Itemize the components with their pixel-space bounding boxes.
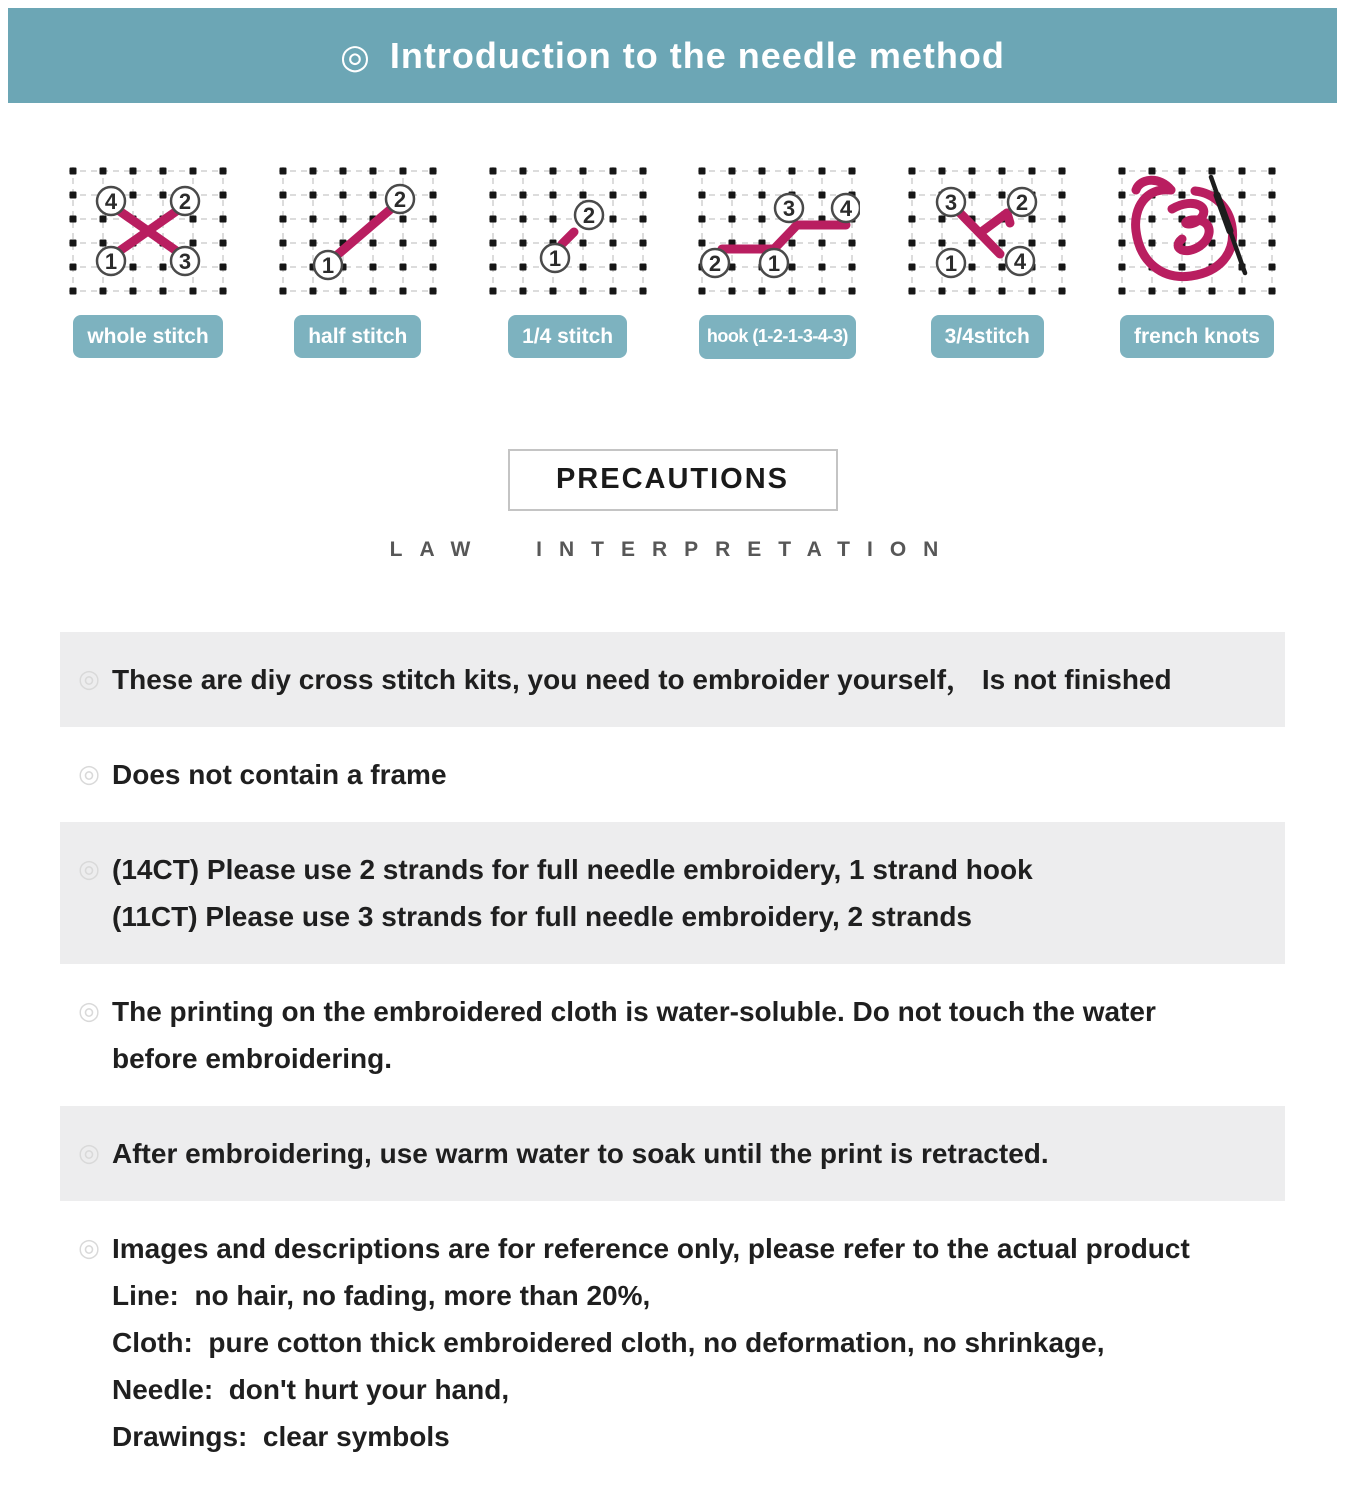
note-text	[112, 656, 1285, 703]
svg-text:3: 3	[178, 249, 192, 274]
quarter-stitch-label: 1/4 stitch	[508, 315, 627, 358]
svg-text:2: 2	[178, 189, 192, 214]
note-bullet-icon: ◎	[78, 996, 100, 1025]
double-circle-icon: ◎	[340, 37, 370, 76]
note-row	[60, 1201, 1285, 1484]
note-line: (14CT) Please use 2 strands for full needle embroidery, 1 strand hook	[112, 853, 1033, 885]
header-banner	[8, 8, 1337, 103]
note-row	[60, 964, 1285, 1106]
whole-stitch-label: whole stitch	[73, 315, 222, 358]
svg-text:1: 1	[104, 249, 118, 274]
precautions-title: PRECAUTIONS	[555, 463, 790, 496]
note-row	[60, 632, 1285, 727]
french-knots-label: french knots	[1120, 315, 1274, 358]
note-line: The printing on the embroidered cloth is water-soluble. Do not touch the water	[112, 995, 1156, 1027]
svg-text:2: 2	[393, 187, 406, 212]
svg-text:2: 2	[709, 251, 722, 276]
note-bullet-icon: ◎	[78, 854, 100, 883]
svg-text:1: 1	[945, 251, 958, 276]
hook-stitch-diagram	[694, 163, 860, 299]
half-stitch-label: half stitch	[294, 315, 421, 358]
svg-text:2: 2	[1016, 190, 1029, 215]
note-line: Needle: don't hurt your hand,	[112, 1373, 510, 1405]
note-bullet-icon: ◎	[78, 759, 100, 788]
svg-text:1: 1	[321, 253, 334, 278]
note-line: Cloth: pure cotton thick embroidered cloth, no deformation, no shrinkage,	[112, 1326, 1105, 1358]
stitch-diagram-row	[62, 163, 1283, 359]
three-quarter-stitch-label: 3/4stitch	[931, 315, 1044, 358]
svg-text:4: 4	[104, 189, 118, 214]
svg-text:3: 3	[945, 190, 958, 215]
quarter-stitch-diagram	[485, 163, 651, 299]
note-row	[60, 1106, 1285, 1201]
note-row	[60, 822, 1285, 964]
half-stitch-diagram	[275, 163, 441, 299]
precautions-subtitle: LAW INTERPRETATION	[389, 537, 956, 561]
three-quarter-stitch-diagram	[904, 163, 1070, 299]
note-line: Line: no hair, no fading, more than 20%,	[112, 1279, 651, 1311]
note-text	[112, 988, 1285, 1082]
three-quarter-stitch-card	[901, 163, 1073, 359]
svg-text:2: 2	[582, 203, 595, 228]
needle-method-infographic	[0, 8, 1345, 1508]
note-text	[112, 1130, 1285, 1177]
svg-text:3: 3	[783, 196, 796, 221]
note-line: Does not contain a frame	[112, 758, 447, 790]
note-line: After embroidering, use warm water to soak until the print is retracted.	[112, 1137, 1049, 1169]
note-text	[112, 846, 1285, 940]
precautions-box	[508, 449, 838, 511]
page-title: Introduction to the needle method	[389, 34, 1005, 76]
svg-text:1: 1	[548, 246, 561, 271]
note-text	[112, 751, 1285, 798]
note-bullet-icon: ◎	[78, 664, 100, 693]
note-text	[112, 1225, 1285, 1460]
note-bullet-icon: ◎	[78, 1233, 100, 1262]
svg-text:1: 1	[768, 251, 781, 276]
french-knots-diagram	[1114, 163, 1280, 299]
hook-stitch-card	[691, 163, 863, 359]
french-knots-card	[1111, 163, 1283, 359]
note-line: (11CT) Please use 3 strands for full needle embroidery, 2 strands	[112, 900, 973, 932]
quarter-stitch-card	[482, 163, 654, 359]
note-line: Drawings: clear symbols	[112, 1420, 450, 1452]
note-line: These are diy cross stitch kits, you need to embroider yourself， Is not finished	[112, 663, 1172, 695]
note-line: Images and descriptions are for reference only, please refer to the actual product	[112, 1232, 1190, 1264]
whole-stitch-card	[62, 163, 234, 359]
hook-stitch-label: hook (1-2-1-3-4-3)	[699, 315, 856, 359]
svg-text:4: 4	[1014, 249, 1027, 274]
note-line: before embroidering.	[112, 1042, 393, 1074]
half-stitch-card	[272, 163, 444, 359]
precaution-notes	[60, 632, 1285, 1484]
note-row	[60, 727, 1285, 822]
svg-text:4: 4	[840, 196, 853, 221]
note-bullet-icon: ◎	[78, 1138, 100, 1167]
whole-stitch-diagram	[65, 163, 231, 299]
